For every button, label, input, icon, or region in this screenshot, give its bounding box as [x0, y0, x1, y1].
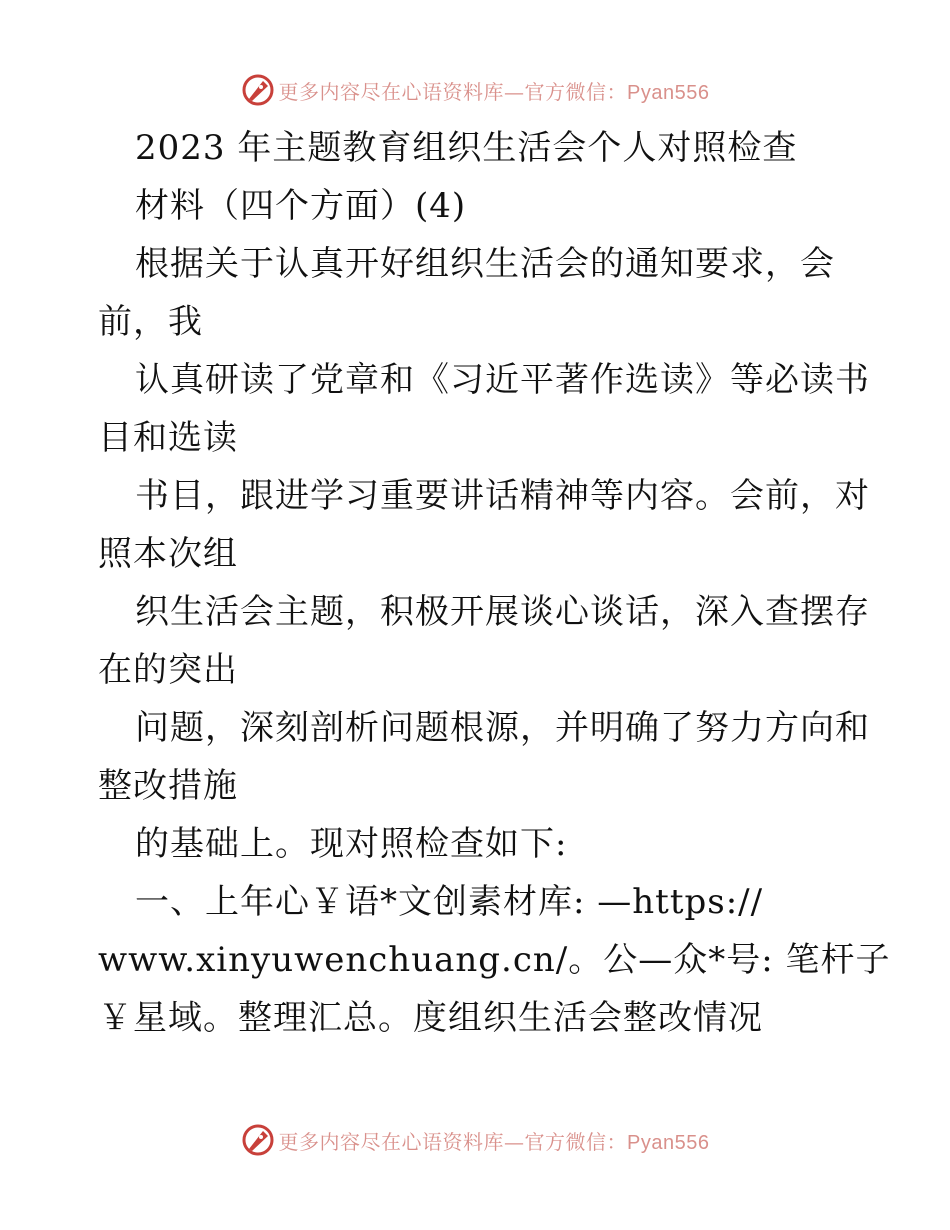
- document-title-line-2: 材料（四个方面）(4): [135, 186, 467, 226]
- document-title-line-1: 2023 年主题教育组织生活会个人对照检查: [135, 128, 798, 168]
- header-banner: [0, 70, 950, 110]
- section-heading-line: ￥星域。整理汇总。度组织生活会整改情况: [98, 998, 763, 1038]
- paragraph-line: 书目，跟进学习重要讲话精神等内容。会前，对: [135, 476, 870, 516]
- paragraph-line: 问题，深刻剖析问题根源，并明确了努力方向和: [135, 708, 870, 748]
- header-banner-label: 更多内容尽在心语资料库—官方微信：: [278, 79, 628, 104]
- section-heading-line: www.xinyuwenchuang.cn/。公—众*号: 笔杆子: [98, 940, 891, 980]
- header-banner-handle: Pyan556: [627, 81, 710, 104]
- footer-banner-label: 更多内容尽在心语资料库—官方微信：: [278, 1129, 628, 1154]
- paragraph-line: 前，我: [98, 302, 203, 342]
- section-heading-line: 一、上年心￥语*文创素材库: —https://: [135, 882, 764, 922]
- paragraph-line: 织生活会主题，积极开展谈心谈话，深入查摆存: [135, 592, 870, 632]
- footer-banner-text: [279, 1126, 710, 1155]
- paragraph-line: 照本次组: [98, 534, 238, 574]
- paragraph-line: 在的突出: [98, 650, 238, 690]
- pen-nib-logo-icon: [241, 1123, 275, 1157]
- paragraph-line: 目和选读: [98, 418, 238, 458]
- paragraph-line: 整改措施: [98, 766, 238, 806]
- pen-nib-logo-icon: [241, 73, 275, 107]
- paragraph-line: 的基础上。现对照检查如下:: [135, 824, 568, 864]
- footer-banner-handle: Pyan556: [627, 1131, 710, 1154]
- footer-banner: [0, 1120, 950, 1160]
- paragraph-line: 认真研读了党章和《习近平著作选读》等必读书: [135, 360, 870, 400]
- header-banner-text: [279, 76, 710, 105]
- paragraph-line: 根据关于认真开好组织生活会的通知要求，会: [135, 244, 835, 284]
